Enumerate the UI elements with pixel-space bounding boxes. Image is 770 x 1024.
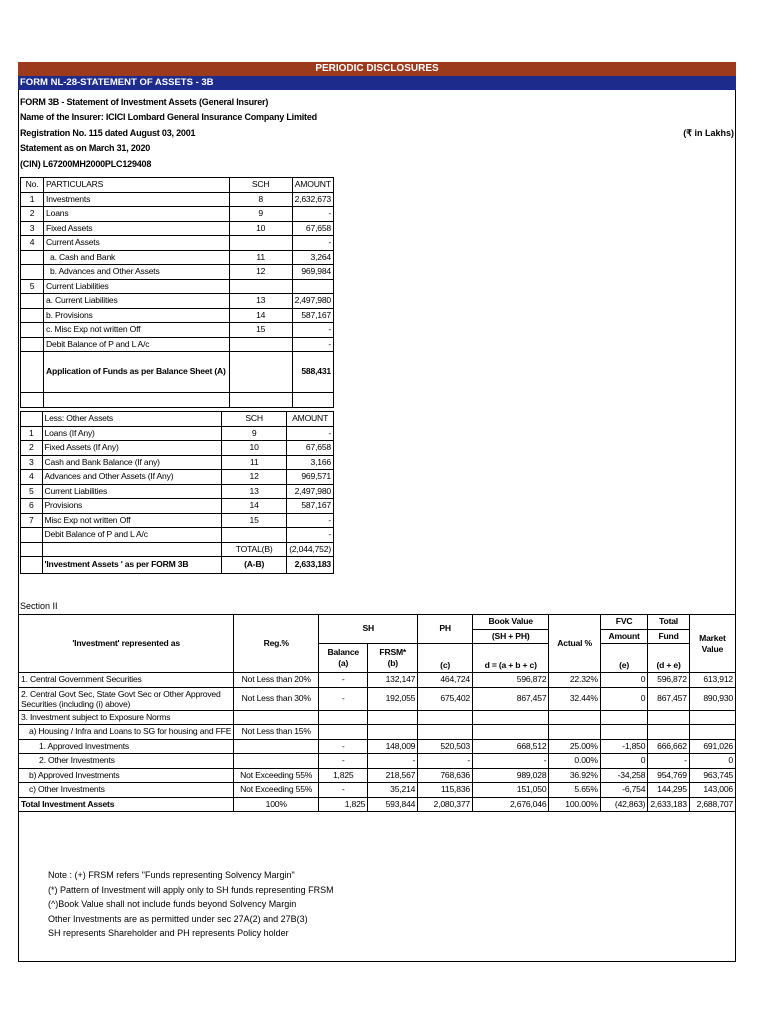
col-book-value: Book Value	[472, 615, 548, 630]
table-row	[21, 308, 334, 323]
col-e: (e)	[600, 644, 648, 673]
table-row	[21, 250, 334, 265]
note-1: Note : (+) FRSM refers "Funds representing Solvency Margin"	[48, 870, 295, 880]
col-no: No.	[21, 178, 44, 193]
row-sch: 10	[222, 441, 287, 456]
row-particular: Provisions	[42, 499, 222, 514]
row-frsm	[368, 725, 418, 740]
row-frsm	[368, 710, 418, 725]
row-act: 0.00%	[549, 754, 600, 769]
row-particular: Loans	[44, 207, 230, 222]
row-amount: -	[292, 207, 333, 222]
section-ii-table	[18, 614, 736, 812]
col-ph: PH	[418, 615, 473, 644]
row-frsm: 218,567	[368, 768, 418, 783]
row-particular: Fixed Assets	[44, 221, 230, 236]
row-bv: 867,457	[472, 687, 548, 710]
row-frsm: 132,147	[368, 673, 418, 688]
row-ph	[418, 725, 473, 740]
row-act: 5.65%	[549, 783, 600, 798]
row-particular: Loans (If Any)	[42, 426, 222, 441]
row-amount: -	[287, 426, 334, 441]
col-fvc: FVC	[600, 615, 648, 630]
row-fvc: -6,754	[600, 783, 648, 798]
col-frsm-sub: (b)	[387, 658, 398, 668]
row-particular: Misc Exp not written Off	[42, 513, 222, 528]
row-particular: Debit Balance of P and L A/c	[44, 337, 230, 352]
row-sch	[229, 337, 292, 352]
row-investment: 1. Approved Investments	[19, 739, 234, 754]
row-ph: 520,503	[418, 739, 473, 754]
row-bal: 1,825	[319, 768, 368, 783]
row-act: 32.44%	[549, 687, 600, 710]
col-total: Total	[648, 615, 689, 630]
row-investment: a) Housing / Infra and Loans to SG for housing and FFE	[19, 725, 234, 740]
table-row	[21, 207, 334, 222]
row-act: 36.92%	[549, 768, 600, 783]
row-act: 22.32%	[549, 673, 600, 688]
note-3: (^)Book Value shall not include funds beyond Solvency Margin	[48, 899, 297, 909]
row-frsm: 148,009	[368, 739, 418, 754]
investment-assets-sch: (A-B)	[222, 557, 287, 574]
note-2: (*) Pattern of Investment will apply only to SH funds representing FRSM	[48, 884, 334, 895]
row-bal	[319, 725, 368, 740]
row-investment: 2. Other Investments	[19, 754, 234, 769]
total-fund: 2,633,183	[648, 797, 689, 812]
row-ph	[418, 710, 473, 725]
col-actual: Actual %	[549, 615, 600, 673]
row-amount: 3,166	[287, 455, 334, 470]
row-reg: Not Exceeding 55%	[234, 768, 319, 783]
col-particulars: PARTICULARS	[44, 178, 230, 193]
table-row	[21, 279, 334, 294]
row-sch: 15	[222, 513, 287, 528]
row-tf: -	[648, 754, 689, 769]
row-tf: 144,295	[648, 783, 689, 798]
col-amount: AMOUNT	[287, 412, 334, 427]
table-row	[21, 192, 334, 207]
row-particular: Investments	[44, 192, 230, 207]
row-amount: -	[287, 528, 334, 543]
row-tf	[648, 710, 689, 725]
row-fvc: 0	[600, 673, 648, 688]
row-particular: Fixed Assets (If Any)	[42, 441, 222, 456]
row-amount: -	[292, 236, 333, 251]
table-row	[21, 337, 334, 352]
row-tf	[648, 725, 689, 740]
row-act	[549, 725, 600, 740]
col-d: d = (a + b + c)	[472, 644, 548, 673]
row-tf: 596,872	[648, 673, 689, 688]
row-bal	[319, 710, 368, 725]
table-row	[21, 513, 334, 528]
table-row	[19, 725, 736, 740]
col-fvc-sub: Amount	[600, 629, 648, 644]
row-amount: -	[292, 323, 333, 338]
row-mv: 890,930	[689, 687, 735, 710]
balance-sheet-table	[20, 177, 334, 408]
row-sch	[229, 279, 292, 294]
total-ph: 2,080,377	[418, 797, 473, 812]
col-de: (d + e)	[648, 644, 689, 673]
header-line-1: FORM 3B - Statement of Investment Assets (General Insurer)	[20, 97, 269, 107]
total-market-value: 2,688,707	[689, 797, 735, 812]
investment-assets-row	[21, 557, 334, 574]
col-balance: Balance	[327, 647, 359, 657]
row-bal: -	[319, 687, 368, 710]
col-balance-sub: (a)	[338, 658, 349, 668]
total-b-amount: (2,044,752)	[287, 542, 334, 557]
row-investment-line1: 2. Central Govt Sec, State Govt Sec or Other Approved	[21, 688, 221, 699]
row-bal: -	[319, 754, 368, 769]
row-tf: 954,769	[648, 768, 689, 783]
total-balance: 1,825	[319, 797, 368, 812]
table-row	[21, 426, 334, 441]
row-no: 6	[21, 499, 43, 514]
header-line-4: Statement as on March 31, 2020	[20, 143, 151, 153]
row-no	[21, 250, 44, 265]
row-sch	[229, 236, 292, 251]
col-total-sub: Fund	[648, 629, 689, 644]
row-bal: -	[319, 783, 368, 798]
row-fvc: 0	[600, 754, 648, 769]
table-row	[21, 441, 334, 456]
row-particular: a. Current Liabilities	[44, 294, 230, 309]
row-sch: 11	[222, 455, 287, 470]
col-c: (c)	[418, 644, 473, 673]
row-no: 4	[21, 470, 43, 485]
row-investment: 1. Central Government Securities	[19, 673, 234, 688]
row-amount: 67,658	[287, 441, 334, 456]
col-investment: 'Investment' represented as	[19, 615, 234, 673]
row-frsm: 35,214	[368, 783, 418, 798]
total-actual: 100.00%	[549, 797, 600, 812]
row-no: 7	[21, 513, 43, 528]
row-amount: 2,497,980	[287, 484, 334, 499]
row-no: 3	[21, 455, 43, 470]
application-amount: 588,431	[292, 352, 333, 393]
row-particular: Cash and Bank Balance (If any)	[42, 455, 222, 470]
table-row	[19, 754, 736, 769]
row-bv	[472, 725, 548, 740]
row-amount: 587,167	[287, 499, 334, 514]
row-reg: Not Less than 15%	[234, 725, 319, 740]
row-no	[21, 528, 43, 543]
row-no: 5	[21, 484, 43, 499]
other-assets-table	[20, 411, 334, 574]
row-no: 1	[21, 192, 44, 207]
row-amount: -	[292, 337, 333, 352]
row-sch: 9	[222, 426, 287, 441]
row-frsm: -	[368, 754, 418, 769]
row-reg: Not Less than 20%	[234, 673, 319, 688]
row-fvc	[600, 710, 648, 725]
row-amount: 969,571	[287, 470, 334, 485]
total-frsm: 593,844	[368, 797, 418, 812]
section-ii-title: Section II	[20, 601, 58, 611]
row-tf: 867,457	[648, 687, 689, 710]
row-bv: 989,028	[472, 768, 548, 783]
banner: PERIODIC DISCLOSURES	[18, 62, 736, 76]
application-row	[21, 352, 334, 393]
row-no: 3	[21, 221, 44, 236]
row-act: 25.00%	[549, 739, 600, 754]
row-ph: 464,724	[418, 673, 473, 688]
row-ph: 675,402	[418, 687, 473, 710]
table-row	[21, 221, 334, 236]
row-frsm: 192,055	[368, 687, 418, 710]
table-header-row	[21, 178, 334, 193]
row-sch: 13	[229, 294, 292, 309]
row-sch: 14	[229, 308, 292, 323]
row-no: 2	[21, 207, 44, 222]
col-sch: SCH	[229, 178, 292, 193]
row-no	[21, 308, 44, 323]
unit-note: (₹ in Lakhs)	[683, 128, 734, 138]
row-investment: 3. Investment subject to Exposure Norms	[19, 710, 234, 725]
table-row	[19, 739, 736, 754]
notes	[48, 868, 334, 941]
row-sch: 14	[222, 499, 287, 514]
row-mv: 691,026	[689, 739, 735, 754]
table-row	[19, 673, 736, 688]
row-act	[549, 710, 600, 725]
row-sch: 12	[229, 265, 292, 280]
row-bal: -	[319, 739, 368, 754]
row-sch: 10	[229, 221, 292, 236]
row-particular: Advances and Other Assets (If Any)	[42, 470, 222, 485]
row-bv	[472, 710, 548, 725]
row-bv: 151,050	[472, 783, 548, 798]
row-particular: Current Liabilities	[42, 484, 222, 499]
row-mv	[689, 710, 735, 725]
row-reg: Not Less than 30%	[234, 687, 319, 710]
total-b-row	[21, 542, 334, 557]
row-no	[21, 337, 44, 352]
row-no: 5	[21, 279, 44, 294]
table-row	[19, 687, 736, 710]
total-label: Total Investment Assets	[19, 797, 234, 812]
table-row	[21, 499, 334, 514]
row-no	[21, 323, 44, 338]
row-particular: Current Assets	[44, 236, 230, 251]
row-sch: 15	[229, 323, 292, 338]
row-tf: 666,662	[648, 739, 689, 754]
col-amount: AMOUNT	[292, 178, 333, 193]
row-no	[21, 265, 44, 280]
row-amount: 587,167	[292, 308, 333, 323]
row-investment: c) Other Investments	[19, 783, 234, 798]
header-line-2: Name of the Insurer: ICICI Lombard General Insurance Company Limited	[20, 112, 317, 122]
row-particular: c. Misc Exp not written Off	[44, 323, 230, 338]
row-bv: 668,512	[472, 739, 548, 754]
row-particular: b. Advances and Other Assets	[44, 265, 230, 280]
row-sch: 11	[229, 250, 292, 265]
row-mv	[689, 725, 735, 740]
row-fvc: -1,850	[600, 739, 648, 754]
note-5: SH represents Shareholder and PH represents Policy holder	[48, 928, 289, 938]
col-market-value: Market Value	[689, 615, 735, 673]
row-sch: 9	[229, 207, 292, 222]
col-frsm: FRSM*	[379, 647, 407, 657]
row-investment	[19, 687, 234, 710]
total-book-value: 2,676,046	[472, 797, 548, 812]
row-no: 4	[21, 236, 44, 251]
table-row	[21, 236, 334, 251]
investment-assets-label: 'Investment Assets ' as per FORM 3B	[42, 557, 222, 574]
row-amount: 2,632,673	[292, 192, 333, 207]
row-fvc: -34,258	[600, 768, 648, 783]
row-reg	[234, 739, 319, 754]
table-row	[21, 323, 334, 338]
application-label: Application of Funds as per Balance Sheet (A)	[44, 352, 230, 393]
table-header-row	[21, 412, 334, 427]
total-b-label: TOTAL(B)	[222, 542, 287, 557]
row-amount	[292, 279, 333, 294]
col-sh: SH	[319, 615, 418, 644]
col-book-value-sub: (SH + PH)	[472, 629, 548, 644]
table-row	[19, 710, 736, 725]
col-sch: SCH	[222, 412, 287, 427]
table-row	[19, 783, 736, 798]
row-fvc: 0	[600, 687, 648, 710]
row-no: 2	[21, 441, 43, 456]
row-amount: 67,658	[292, 221, 333, 236]
row-sch: 13	[222, 484, 287, 499]
table-row	[21, 265, 334, 280]
row-mv: 143,006	[689, 783, 735, 798]
row-ph: -	[418, 754, 473, 769]
row-sch: 8	[229, 192, 292, 207]
total-investment-row	[19, 797, 736, 812]
row-investment: b) Approved Investments	[19, 768, 234, 783]
row-bal: -	[319, 673, 368, 688]
header-line-5: (CIN) L67200MH2000PLC129408	[20, 159, 152, 169]
form-title: FORM NL-28-STATEMENT OF ASSETS - 3B	[18, 76, 736, 90]
row-amount: 969,984	[292, 265, 333, 280]
row-mv: 613,912	[689, 673, 735, 688]
row-amount: -	[287, 513, 334, 528]
col-reg: Reg.%	[234, 615, 319, 673]
row-investment-line2: Securities (including (i) above)	[21, 698, 131, 709]
table-row	[21, 455, 334, 470]
row-reg	[234, 710, 319, 725]
row-reg: Not Exceeding 55%	[234, 783, 319, 798]
row-particular: b. Provisions	[44, 308, 230, 323]
total-fvc: (42,863)	[600, 797, 648, 812]
table-row	[21, 528, 334, 543]
row-ph: 115,836	[418, 783, 473, 798]
row-amount: 2,497,980	[292, 294, 333, 309]
row-ph: 768,636	[418, 768, 473, 783]
row-bv: -	[472, 754, 548, 769]
row-particular: a. Cash and Bank	[44, 250, 230, 265]
row-amount: 3,264	[292, 250, 333, 265]
row-sch	[222, 528, 287, 543]
header-line-3: Registration No. 115 dated August 03, 2001	[20, 128, 196, 138]
row-sch: 12	[222, 470, 287, 485]
row-fvc	[600, 725, 648, 740]
investment-assets-amount: 2,633,183	[287, 557, 334, 574]
row-no	[21, 294, 44, 309]
row-particular: Current Liabilities	[44, 279, 230, 294]
table-row	[21, 484, 334, 499]
total-reg: 100%	[234, 797, 319, 812]
row-particular: Debit Balance of P and L A/c	[42, 528, 222, 543]
row-no: 1	[21, 426, 43, 441]
table-row	[21, 294, 334, 309]
table-row	[21, 470, 334, 485]
row-bv: 596,872	[472, 673, 548, 688]
row-mv: 0	[689, 754, 735, 769]
row-reg	[234, 754, 319, 769]
table-row	[19, 768, 736, 783]
less-other-assets: Less: Other Assets	[42, 412, 222, 427]
row-mv: 963,745	[689, 768, 735, 783]
note-4: Other Investments are as permitted under sec 27A(2) and 27B(3)	[48, 913, 308, 924]
